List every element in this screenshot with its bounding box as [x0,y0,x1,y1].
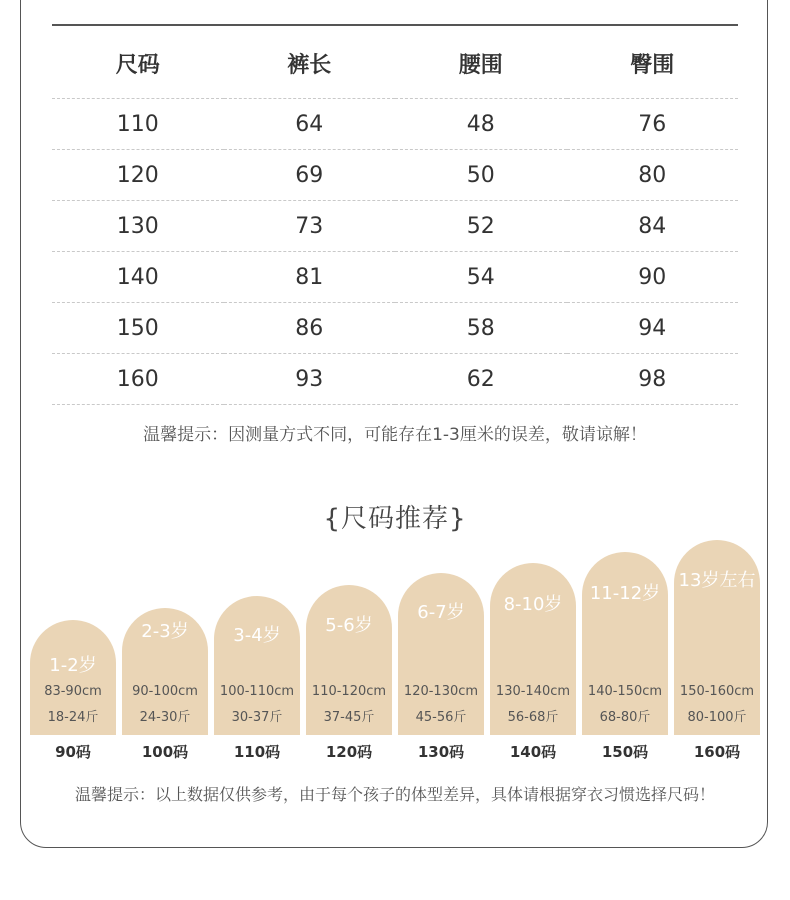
arch-height: 120-130cm [403,684,479,699]
arch-age: 2-3岁 [141,621,189,642]
top-divider [52,24,738,26]
header-waist: 腰围 [395,28,567,99]
header-pants-length: 裤长 [224,28,396,99]
cell-pants-length: 73 [224,201,396,252]
cell-pants-length: 64 [224,99,396,150]
cell-size: 140 [52,252,224,303]
size-arch-110 [214,596,300,735]
arch-code: 150码 [601,743,649,761]
reference-note: 温馨提示：以上数据仅供参考，由于每个孩子的体型差异，具体请根据穿衣习惯选择尺码！ [74,785,715,804]
cell-pants-length: 81 [224,252,396,303]
cell-waist: 52 [395,201,567,252]
arch-age: 13岁左右 [678,570,756,591]
arch-age: 8-10岁 [503,594,563,615]
arch-height: 83-90cm [44,684,102,699]
arch-weight: 80-100斤 [687,710,747,725]
arch-weight: 24-30斤 [139,710,191,725]
cell-size: 130 [52,201,224,252]
recommend-title: {尺码推荐} [323,504,467,534]
arch-code: 110码 [233,743,281,761]
size-arch-100 [122,608,208,735]
arch-age: 5-6岁 [325,615,373,636]
arch-age: 1-2岁 [49,655,97,676]
arch-weight: 30-37斤 [231,710,283,725]
arch-age: 3-4岁 [233,625,281,646]
arch-code: 130码 [417,743,465,761]
arch-weight: 18-24斤 [47,710,99,725]
arch-height: 140-150cm [587,684,663,699]
cell-pants-length: 93 [224,354,396,405]
arch-code: 100码 [141,743,189,761]
size-arch-120 [306,585,392,735]
table-header-row [52,28,738,99]
size-arch-130 [398,573,484,735]
cell-pants-length: 69 [224,150,396,201]
arch-weight: 45-56斤 [415,710,467,725]
table-row [52,99,738,150]
cell-hip: 94 [567,303,739,354]
cell-size: 150 [52,303,224,354]
size-arch-140 [490,563,576,735]
cell-size: 110 [52,99,224,150]
size-arch-150 [582,552,668,735]
cell-waist: 62 [395,354,567,405]
arch-code: 160码 [693,743,741,761]
measurement-note: 温馨提示：因测量方式不同，可能存在1-3厘米的误差，敬请谅解！ [143,425,647,445]
cell-waist: 58 [395,303,567,354]
arch-code: 140码 [509,743,557,761]
cell-hip: 98 [567,354,739,405]
cell-hip: 90 [567,252,739,303]
cell-size: 160 [52,354,224,405]
table-row [52,150,738,201]
header-hip: 臀围 [567,28,739,99]
arch-age: 6-7岁 [417,602,465,623]
cell-hip: 76 [567,99,739,150]
cell-waist: 50 [395,150,567,201]
arch-age: 11-12岁 [589,583,661,604]
arch-code: 120码 [325,743,373,761]
table-row [52,354,738,405]
cell-size: 120 [52,150,224,201]
header-size: 尺码 [52,28,224,99]
arch-weight: 68-80斤 [599,710,651,725]
cell-hip: 84 [567,201,739,252]
table-row [52,303,738,354]
table-row [52,201,738,252]
size-arch-90 [30,620,116,735]
arch-height: 90-100cm [132,684,198,699]
arch-height: 110-120cm [311,684,387,699]
cell-pants-length: 86 [224,303,396,354]
arch-height: 150-160cm [679,684,755,699]
cell-hip: 80 [567,150,739,201]
arch-weight: 56-68斤 [507,710,559,725]
table-row [52,252,738,303]
cell-waist: 48 [395,99,567,150]
arch-code: 90码 [55,743,91,761]
size-table [52,28,738,405]
arch-weight: 37-45斤 [323,710,375,725]
cell-waist: 54 [395,252,567,303]
arch-height: 130-140cm [495,684,571,699]
arch-height: 100-110cm [219,684,295,699]
size-arch-160 [674,540,760,735]
